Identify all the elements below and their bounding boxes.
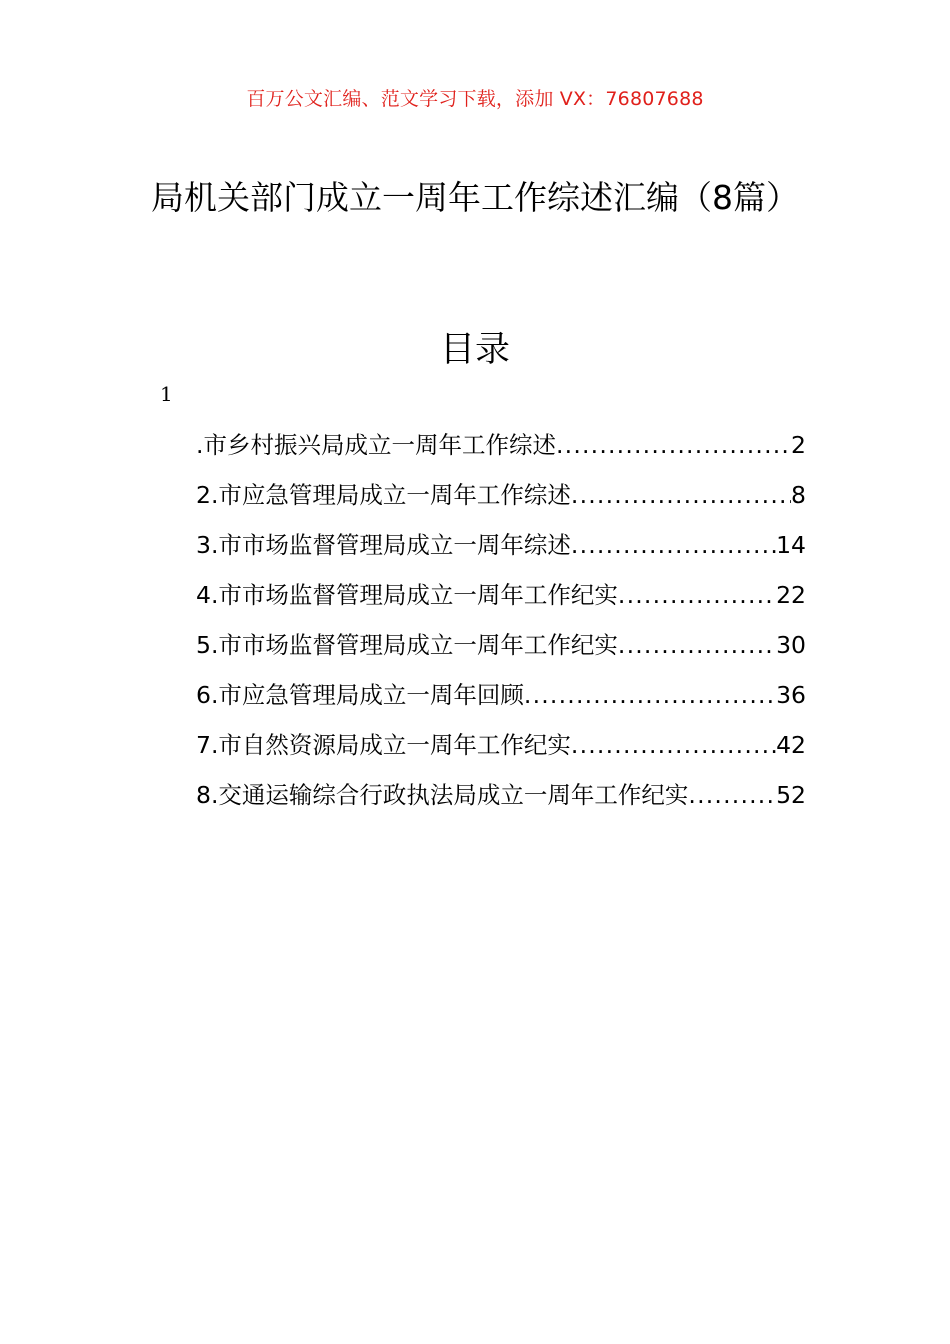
toc-entry-page: 8 (791, 481, 806, 509)
toc-dot-leader (524, 673, 776, 717)
toc-entry-title: 7.市自然资源局成立一周年工作纪实 (196, 731, 571, 759)
toc-entry[interactable] (196, 523, 806, 573)
toc-entry-title: 4.市市场监督管理局成立一周年工作纪实 (196, 581, 618, 609)
toc-dot-leader (571, 723, 776, 767)
toc-entry[interactable] (196, 723, 806, 773)
toc-entry[interactable] (196, 573, 806, 623)
toc-dot-leader (618, 573, 776, 617)
toc-entry-title: 6.市应急管理局成立一周年回顾 (196, 681, 524, 709)
toc-entry-title: 8.交通运输综合行政执法局成立一周年工作纪实 (196, 781, 689, 809)
toc-entry[interactable] (196, 623, 806, 673)
header-note: 百万公文汇编、范文学习下载，添加 VX：76807688 (246, 88, 704, 110)
toc-entry-title: 2.市应急管理局成立一周年工作综述 (196, 481, 571, 509)
toc-entry-title: 3.市市场监督管理局成立一周年综述 (196, 531, 571, 559)
toc-dot-leader (556, 423, 791, 467)
toc-entry-page: 42 (776, 731, 806, 759)
toc-heading: 目录 (439, 330, 510, 370)
toc-entry-page: 52 (776, 781, 806, 809)
toc-dot-leader (571, 473, 791, 517)
toc-entry-title: .市乡村振兴局成立一周年工作综述 (196, 431, 556, 459)
toc-entry[interactable] (196, 423, 806, 473)
toc-entry-page: 22 (776, 581, 806, 609)
toc-entry[interactable] (196, 673, 806, 723)
toc-entry[interactable] (196, 473, 806, 523)
toc-dot-leader (618, 623, 776, 667)
toc-entry[interactable] (196, 773, 806, 823)
toc-entry-title: 5.市市场监督管理局成立一周年工作纪实 (196, 631, 618, 659)
document-title: 局机关部门成立一周年工作综述汇编（8篇） (151, 178, 799, 217)
toc-dot-leader (688, 773, 776, 817)
toc-entry-page: 36 (776, 681, 806, 709)
toc-entry-page: 2 (791, 431, 806, 459)
table-of-contents (196, 423, 806, 823)
toc-dot-leader (571, 523, 776, 567)
toc-entry-page: 30 (776, 631, 806, 659)
toc-entry-page: 14 (776, 531, 806, 559)
stray-list-number: 1 (160, 382, 173, 406)
